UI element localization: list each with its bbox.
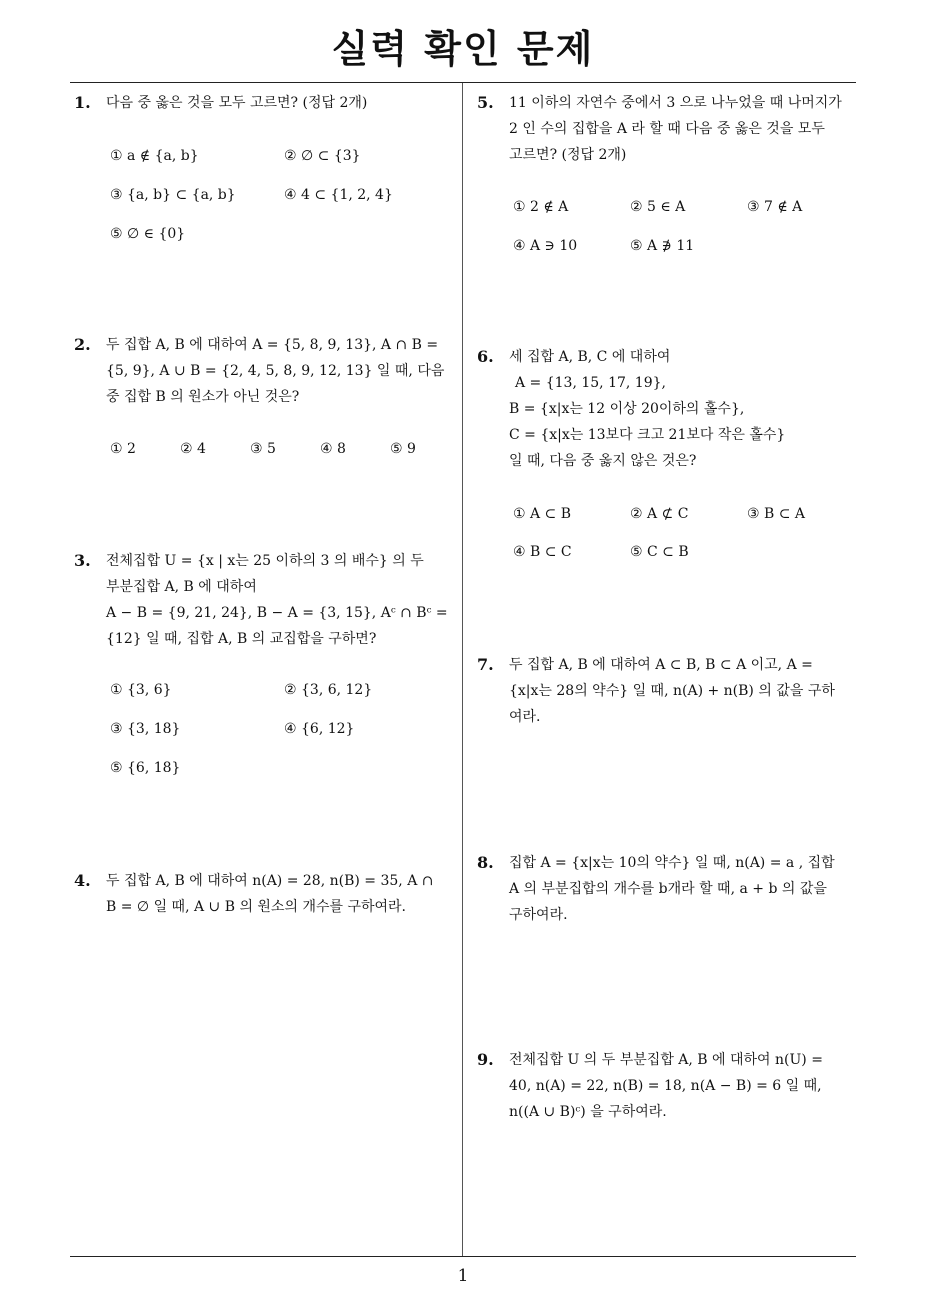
option-3: ③ B ⊂ A — [747, 506, 806, 522]
stem-line: 여라. — [509, 709, 541, 725]
stem-line: 세 집합 A, B, C 에 대하여 — [509, 349, 671, 365]
option-2: ② ∅ ⊂ {3} — [284, 148, 361, 164]
question-number: 7. — [477, 655, 494, 674]
stem-line: 두 집합 A, B 에 대하여 A = {5, 8, 9, 13}, A ∩ B = — [106, 337, 439, 353]
stem-line: 부분집합 A, B 에 대하여 — [106, 579, 257, 595]
option-1: ① 2 ∉ A — [513, 199, 569, 215]
question-5 — [477, 90, 862, 260]
stem-line: A − B = {9, 21, 24}, B − A = {3, 15}, Aᶜ ∩ Bᶜ = — [106, 605, 448, 621]
stem-line: {x|x는 28의 약수} 일 때, n(A) + n(B) 의 값을 구하 — [509, 683, 835, 699]
option-4: ④ A ∋ 10 — [513, 238, 578, 254]
stem-line: 11 이하의 자연수 중에서 3 으로 나누었을 때 나머지가 — [509, 95, 842, 111]
stem-line: 집합 A = {x|x는 10의 약수} 일 때, n(A) = a , 집합 — [509, 855, 835, 871]
option-3: ③ 7 ∉ A — [747, 199, 803, 215]
stem-line: 두 집합 A, B 에 대하여 A ⊂ B, B ⊂ A 이고, A = — [509, 657, 813, 673]
question-number: 5. — [477, 93, 494, 112]
option-1: ① a ∉ {a, b} — [110, 148, 199, 164]
stem-line: 전체집합 U = {x | x는 25 이하의 3 의 배수} 의 두 — [106, 553, 424, 569]
question-4 — [74, 868, 459, 928]
stem-line: B = ∅ 일 때, A ∪ B 의 원소의 개수를 구하여라. — [106, 899, 407, 915]
stem-line: n((A ∪ B)ᶜ) 을 구하여라. — [509, 1104, 667, 1120]
option-1: ① {3, 6} — [110, 682, 172, 698]
option-3: ③ {a, b} ⊂ {a, b} — [110, 187, 236, 203]
stem-line: A = {13, 15, 17, 19}, — [515, 375, 666, 391]
option-5: ⑤ C ⊂ B — [630, 544, 689, 560]
option-3: ③ 5 — [250, 441, 276, 457]
stem-line: 2 인 수의 집합을 A 라 할 때 다음 중 옳은 것을 모두 — [509, 121, 825, 137]
option-4: ④ B ⊂ C — [513, 544, 572, 560]
question-8 — [477, 850, 862, 930]
page-number: 1 — [457, 1266, 469, 1286]
option-5: ⑤ 9 — [390, 441, 416, 457]
question-stem — [509, 652, 859, 730]
question-1 — [74, 90, 459, 250]
stem-line: A 의 부분집합의 개수를 b개라 할 때, a + b 의 값을 — [509, 881, 827, 897]
option-4: ④ {6, 12} — [284, 721, 355, 737]
question-stem — [509, 850, 859, 928]
option-5: ⑤ A ∌ 11 — [630, 238, 695, 254]
option-2: ② 4 — [180, 441, 206, 457]
question-stem — [106, 332, 458, 410]
question-number: 6. — [477, 347, 494, 366]
stem-line: B = {x|x는 12 이상 20이하의 홀수}, — [509, 401, 745, 417]
question-stem — [509, 344, 859, 474]
stem-line: 일 때, 다음 중 옳지 않은 것은? — [509, 453, 697, 469]
question-number: 8. — [477, 853, 494, 872]
question-number: 3. — [74, 551, 91, 570]
question-3 — [74, 548, 459, 783]
stem-line: {12} 일 때, 집합 A, B 의 교집합을 구하면? — [106, 631, 377, 647]
question-stem — [106, 868, 458, 920]
stem-line: C = {x|x는 13보다 크고 21보다 작은 홀수} — [509, 427, 786, 443]
stem-line: 다음 중 옳은 것을 모두 고르면? (정답 2개) — [106, 95, 368, 111]
option-1: ① 2 — [110, 441, 136, 457]
bottom-rule — [70, 1256, 856, 1257]
question-stem — [106, 90, 456, 116]
question-number: 1. — [74, 93, 91, 112]
question-2 — [74, 332, 459, 462]
page-title: 실력 확인 문제 — [331, 27, 595, 71]
option-4: ④ 8 — [320, 441, 346, 457]
stem-line: 40, n(A) = 22, n(B) = 18, n(A − B) = 6 일 때, — [509, 1078, 822, 1094]
option-5: ⑤ {6, 18} — [110, 760, 181, 776]
question-9 — [477, 1047, 862, 1127]
question-number: 2. — [74, 335, 91, 354]
option-4: ④ 4 ⊂ {1, 2, 4} — [284, 187, 393, 203]
question-number: 9. — [477, 1050, 494, 1069]
stem-line: 두 집합 A, B 에 대하여 n(A) = 28, n(B) = 35, A ∩ — [106, 873, 434, 889]
question-6 — [477, 344, 862, 569]
option-2: ② 5 ∈ A — [630, 199, 686, 215]
option-3: ③ {3, 18} — [110, 721, 181, 737]
stem-line: 중 집합 B 의 원소가 아닌 것은? — [106, 389, 300, 405]
question-number: 4. — [74, 871, 91, 890]
top-rule — [70, 82, 856, 83]
option-2: ② {3, 6, 12} — [284, 682, 373, 698]
question-stem — [106, 548, 458, 652]
stem-line: 고르면? (정답 2개) — [509, 147, 627, 163]
question-stem — [509, 1047, 859, 1125]
column-divider — [462, 83, 463, 1256]
option-1: ① A ⊂ B — [513, 506, 572, 522]
question-7 — [477, 652, 862, 732]
option-2: ② A ⊄ C — [630, 506, 689, 522]
stem-line: {5, 9}, A ∪ B = {2, 4, 5, 8, 9, 12, 13} 일 때, 다음 — [106, 363, 445, 379]
question-stem — [509, 90, 859, 168]
option-5: ⑤ ∅ ∈ {0} — [110, 226, 186, 242]
stem-line: 전체집합 U 의 두 부분집합 A, B 에 대하여 n(U) = — [509, 1052, 823, 1068]
stem-line: 구하여라. — [509, 907, 568, 923]
